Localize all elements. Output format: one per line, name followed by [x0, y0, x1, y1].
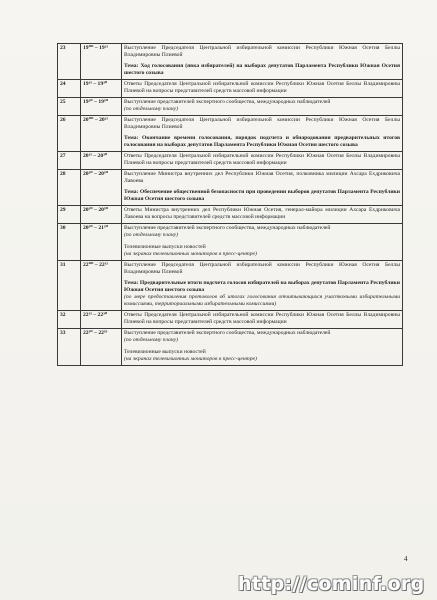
row-time: 20⁵⁰ – 21⁵⁰ — [81, 224, 122, 261]
event-theme: Тема: Обеспечение общественной безопасности при проведении выборов депутатов Парламента Республики Южная Осетия шестого созыва — [124, 189, 400, 202]
event-description: Выступление представителей экспертного сообщества, международных наблюдателей — [124, 225, 331, 231]
news-broadcast: Телевизионные выпуски новостей — [124, 244, 206, 250]
row-content — [122, 80, 403, 98]
row-time: 22³⁰ – 22⁵⁵ — [81, 329, 122, 366]
schedule-row — [58, 80, 403, 98]
schedule-row — [58, 206, 403, 224]
row-content — [122, 98, 403, 116]
schedule-row — [58, 98, 403, 116]
row-number: 23 — [58, 44, 81, 80]
row-content — [122, 170, 403, 206]
event-description: Выступление Председателя Центральной избирательной комиссии Республики Южная Осетия Беллы Владимировны Плиевой — [124, 262, 400, 275]
row-number: 25 — [58, 98, 81, 116]
row-time: 19³⁰ – 19⁵⁰ — [81, 98, 122, 116]
row-content — [122, 206, 403, 224]
row-time: 20⁵⁰ – 20⁵⁰ — [81, 206, 122, 224]
row-number: 24 — [58, 80, 81, 98]
event-description: Ответы Председателя Центральной избирательной комиссии Республики Южная Осетия Беллы Владимировны Плиевой на вопросы представителей средств массовой информации — [124, 153, 400, 166]
schedule-row — [58, 170, 403, 206]
row-content — [122, 152, 403, 170]
row-number: 32 — [58, 311, 81, 329]
row-time: 19⁰⁰ – 19¹⁵ — [81, 44, 122, 80]
schedule-row — [58, 311, 403, 329]
news-broadcast: Телевизионные выпуски новостей — [124, 349, 206, 355]
event-theme: Тема: Окончание времени голосования, порядок подсчета и обнародования предварительных итогов голосования на выборах депутатов Парламента Республики Южная Осетия шестого созыва — [124, 135, 400, 148]
news-broadcast-note: (на экранах телевизионных мониторов в пресс-центре) — [124, 251, 257, 257]
row-time: 20⁰⁰ – 20¹⁵ — [81, 116, 122, 152]
row-content — [122, 224, 403, 261]
event-theme: Тема: Предварительные итоги подсчета голосов избирателей на выборах депутатов Парламента Республики Южная Осетия шестого созыва — [124, 280, 400, 293]
row-number: 26 — [58, 116, 81, 152]
row-time: 19¹⁵ – 19³⁰ — [81, 80, 122, 98]
row-content — [122, 311, 403, 329]
row-time: 20³⁰ – 20⁵⁰ — [81, 170, 122, 206]
event-note: (по отдельному плану) — [124, 106, 178, 112]
schedule-table — [57, 43, 403, 366]
site-watermark: http://cominf.org — [238, 573, 425, 595]
event-description: Выступление Министра внутренних дел Республики Южная Осетия, полковника милиции Ахсара Ехдриковича Лавоева — [124, 171, 400, 184]
event-description: Ответы Председателя Центральной избирательной комиссии Республики Южная Осетия Беллы Владимировны Плиевой на вопросы представителей средств массовой информации — [124, 81, 400, 94]
event-description: Выступление представителей экспертного сообщества, международных наблюдателей — [124, 99, 331, 105]
event-note: (по отдельному плану) — [124, 337, 178, 343]
schedule-row — [58, 44, 403, 80]
event-note: (по отдельному плану) — [124, 232, 178, 238]
event-theme-note: (по мере предоставления протоколов об итогах голосования отчитывающихся участковыми избирательными комиссиями, территориальными избирательными комиссиями) — [124, 294, 400, 307]
event-description: Ответы Председателя Центральной избирательной комиссии Республики Южная Осетия Беллы Владимировны Плиевой на вопросы представителей средств массовой информации — [124, 312, 400, 325]
row-number: 33 — [58, 329, 81, 366]
row-number: 29 — [58, 206, 81, 224]
row-number: 28 — [58, 170, 81, 206]
row-number: 27 — [58, 152, 81, 170]
event-description: Выступление представителей экспертного сообщества, международных наблюдателей — [124, 330, 331, 336]
event-description: Выступление Председателя Центральной избирательной комиссии Республики Южная Осетия Беллы Владимировны Плиевой — [124, 45, 400, 58]
schedule-row — [58, 329, 403, 366]
schedule-row — [58, 152, 403, 170]
row-content — [122, 44, 403, 80]
row-time: 20¹⁵ – 20³⁰ — [81, 152, 122, 170]
row-content — [122, 116, 403, 152]
row-time: 22⁰⁰ – 22¹⁵ — [81, 261, 122, 311]
row-content — [122, 329, 403, 366]
event-theme: Тема: Ход голосования (явка избирателей) на выборах депутатов Парламента Республики Южная Осетия шестого созыва — [124, 63, 400, 76]
schedule-row — [58, 116, 403, 152]
row-number: 30 — [58, 224, 81, 261]
row-content — [122, 261, 403, 311]
event-description: Выступление Председателя Центральной избирательной комиссии Республики Южная Осетия Беллы Владимировны Плиевой — [124, 117, 400, 130]
schedule-table-body — [58, 44, 403, 366]
news-broadcast-note: (на экранах телевизионных мониторов в пресс-центре) — [124, 356, 257, 362]
page-number: 4 — [404, 555, 408, 563]
row-time: 22¹⁵ – 22³⁰ — [81, 311, 122, 329]
schedule-row — [58, 261, 403, 311]
schedule-row — [58, 224, 403, 261]
row-number: 31 — [58, 261, 81, 311]
event-description: Ответы Министра внутренних дел Республики Южная Осетия, генерал-майора милиции Ахсара Ехдриковича Лавоева на вопросы представителей средств массовой информации — [124, 207, 400, 220]
